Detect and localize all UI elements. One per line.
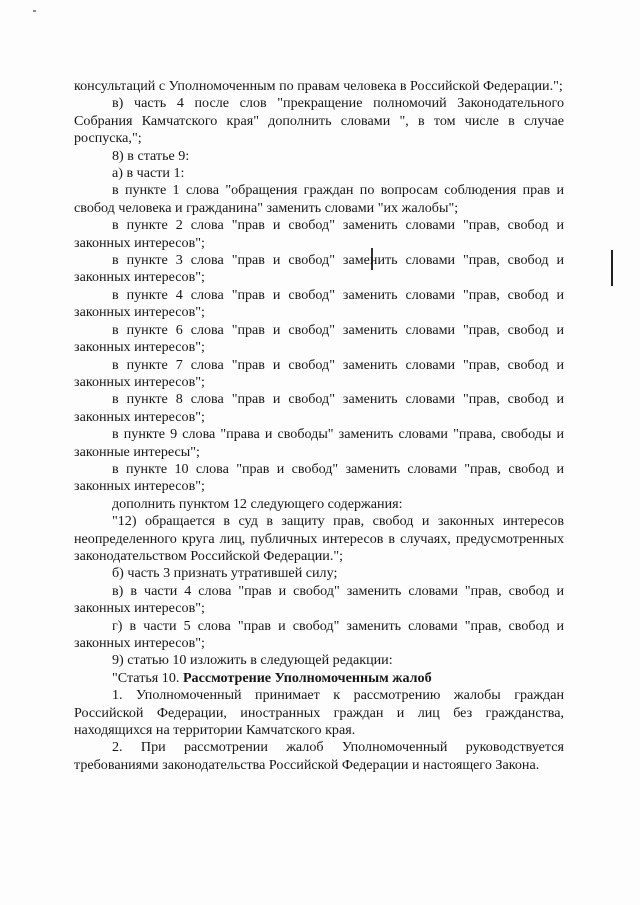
paragraph: 8) в статье 9: — [112, 147, 190, 164]
paragraph: в пункте 7 слова "прав и свобод" заменить словами "прав, свобод и законных интересов"; — [74, 356, 564, 390]
article-title: Рассмотрение Уполномоченным жалоб — [182, 669, 432, 686]
paragraph: в пункте 3 слова "прав и свобод" заменить словами "прав, свобод и законных интересов"; — [74, 252, 564, 286]
scan-artifact-dot — [33, 10, 36, 12]
paragraph: в пункте 6 слова "прав и свобод" заменить словами "прав, свобод и законных интересов"; — [74, 321, 564, 356]
article-heading — [74, 670, 564, 687]
margin-mark-line — [611, 250, 613, 286]
paragraph: в) в части 4 слова "прав и свобод" заменить словами "прав, свобод и законных интересов"; — [74, 582, 564, 617]
paragraph: б) часть 3 признать утратившей силу; — [112, 565, 338, 582]
article-paragraph: 1. Уполномоченный принимает к рассмотрению жалобы граждан Российской Федерации, иностранных граждан и лиц без гражданства, находящихся на территории Камчатского края. — [74, 687, 564, 739]
paragraph: в пункте 2 слова "прав и свобод" заменить словами "прав, свобод и законных интересов"; — [74, 217, 564, 251]
paragraph: дополнить пунктом 12 следующего содержания: — [112, 495, 403, 512]
paragraph: 9) статью 10 изложить в следующей редакции: — [112, 652, 393, 669]
paragraph: в пункте 9 слова "права и свободы" заменить словами "права, свободы и законные интересы"; — [74, 426, 564, 460]
paragraph: в пункте 8 слова "прав и свобод" заменить словами "прав, свобод и законных интересов"; — [74, 391, 564, 425]
paragraph: в пункте 1 слова "обращения граждан по вопросам соблюдения прав и свобод человека и гражданина" заменить словами "их жалобы"; — [74, 182, 564, 216]
paragraph: а) в части 1: — [112, 165, 185, 182]
article-paragraph: 2. При рассмотрении жалоб Уполномоченный руководствуется требованиями законодательства Российской Федерации и настоящего Закона. — [74, 739, 564, 773]
paragraph: консультаций с Уполномоченным по правам человека в Российской Федерации."; — [74, 78, 563, 94]
paragraph: "12) обращается в суд в защиту прав, свобод и законных интересов неопределенного круга лиц, публичных интересов в случаях, предусмотренных законодательством Российской Федерации."; — [74, 513, 564, 564]
article-prefix: "Статья 10. — [112, 669, 183, 686]
document-body — [74, 78, 564, 774]
paragraph: в пункте 10 слова "прав и свобод" заменить словами "прав, свобод и законных интересов"; — [74, 460, 564, 495]
paragraph: в пункте 4 слова "прав и свобод" заменить словами "прав, свобод и законных интересов"; — [74, 286, 564, 321]
paragraph: в) часть 4 после слов "прекращение полномочий Законодательного Собрания Камчатского края" дополнить словами ", в том числе в случае роспуска,"; — [74, 95, 564, 147]
paragraph: г) в части 5 слова "прав и свобод" заменить словами "прав, свобод и законных интересов"; — [74, 617, 564, 651]
